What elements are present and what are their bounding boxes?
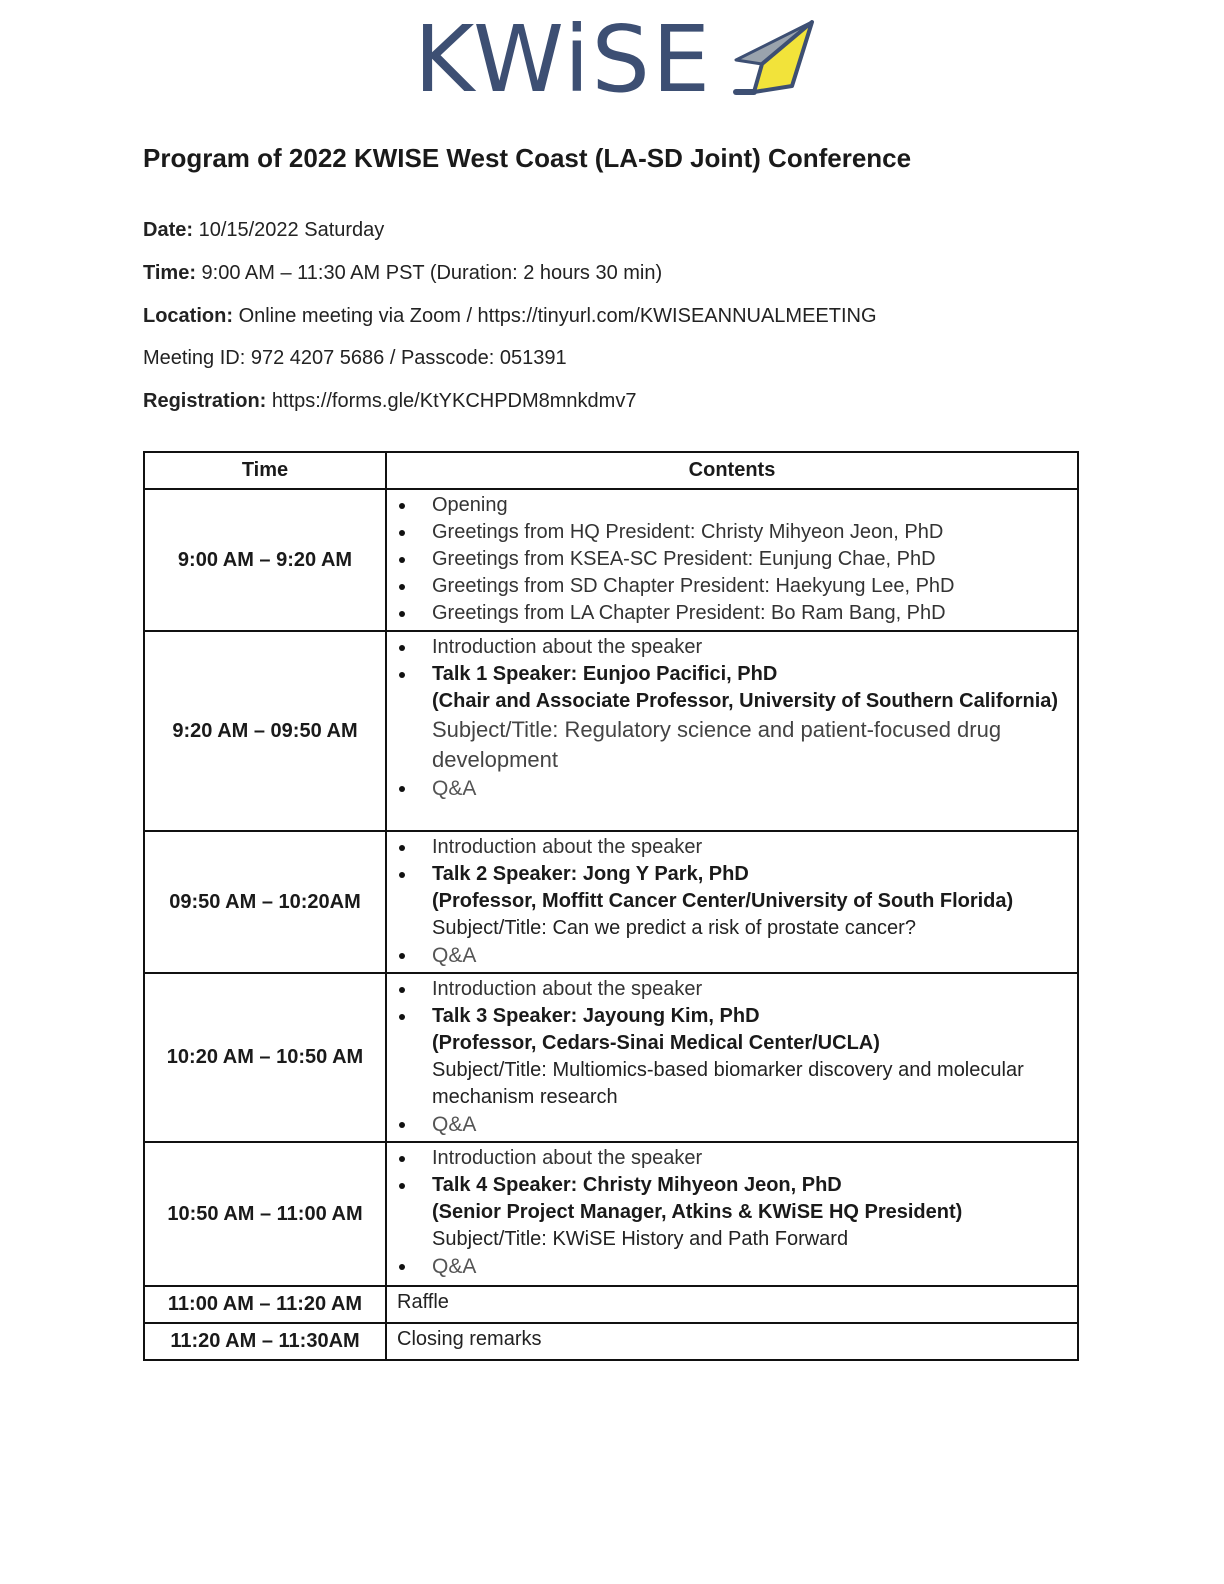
table-header-row [144, 452, 1078, 489]
list-item: Introduction about the speaker [387, 1145, 1069, 1172]
list-item: Greetings from KSEA-SC President: Eunjung Chae, PhD [387, 546, 1069, 573]
row-time: 09:50 AM – 10:20AM [144, 831, 386, 973]
registration-line [143, 390, 636, 413]
list-item [387, 942, 1069, 970]
table-row [144, 1142, 1078, 1286]
qa-label: Q&A [432, 777, 477, 800]
kwise-logo [414, 6, 816, 113]
row-time: 11:00 AM – 11:20 AM [144, 1286, 386, 1323]
location-value: Online meeting via Zoom / https://tinyurl.com/KWISEANNUALMEETING [238, 305, 877, 327]
row-time: 10:20 AM – 10:50 AM [144, 973, 386, 1142]
row-time: 11:20 AM – 11:30AM [144, 1323, 386, 1360]
time-line [143, 262, 662, 285]
list-item: Greetings from HQ President: Christy Mihyeon Jeon, PhD [387, 519, 1069, 546]
subject-label: Subject/Title: [432, 717, 559, 742]
row-contents: Closing remarks [386, 1323, 1078, 1360]
date-line [143, 219, 384, 242]
table-row [144, 1323, 1078, 1360]
row-time: 9:00 AM – 9:20 AM [144, 489, 386, 631]
program-table [143, 451, 1079, 1361]
talk-affiliation: (Senior Project Manager, Atkins & KWiSE HQ President) [432, 1201, 963, 1223]
talk-item [387, 661, 1069, 775]
time-header: Time [144, 452, 386, 489]
subject-title: Regulatory science and patient-focused drug development [432, 717, 1002, 772]
list-item [387, 1111, 1069, 1139]
talk-item [387, 1003, 1069, 1111]
qa-label: Q&A [432, 944, 477, 967]
list-item: Introduction about the speaker [387, 834, 1069, 861]
subject-title: KWiSE History and Path Forward [552, 1228, 849, 1250]
table-row [144, 1286, 1078, 1323]
time-value: 9:00 AM – 11:30 AM PST (Duration: 2 hours 30 min) [201, 262, 663, 284]
row-contents [386, 489, 1078, 631]
row-time: 10:50 AM – 11:00 AM [144, 1142, 386, 1286]
page-title: Program of 2022 KWISE West Coast (LA-SD Joint) Conference [143, 143, 912, 173]
table-row [144, 831, 1078, 973]
talk-speaker: Talk 2 Speaker: Jong Y Park, PhD [432, 863, 749, 885]
subject-label: Subject/Title: [432, 1059, 547, 1081]
row-contents: Raffle [386, 1286, 1078, 1323]
paper-plane-icon [732, 20, 816, 100]
row-contents [386, 631, 1078, 831]
talk-speaker: Talk 3 Speaker: Jayoung Kim, PhD [432, 1005, 760, 1027]
registration-link[interactable]: https://forms.gle/KtYKCHPDM8mnkdmv7 [271, 390, 637, 412]
list-item: Greetings from LA Chapter President: Bo Ram Bang, PhD [387, 600, 1069, 627]
talk-affiliation: (Professor, Cedars-Sinai Medical Center/UCLA) [432, 1032, 880, 1054]
subject-label: Subject/Title: [432, 917, 547, 939]
location-label: Location: [143, 305, 233, 327]
table-row [144, 973, 1078, 1142]
table-row [144, 631, 1078, 831]
list-item: Greetings from SD Chapter President: Haekyung Lee, PhD [387, 573, 1069, 600]
list-item [387, 775, 1069, 803]
row-contents [386, 831, 1078, 973]
talk-item [387, 1172, 1069, 1253]
talk-affiliation: (Professor, Moffitt Cancer Center/University of South Florida) [432, 890, 1014, 912]
talk-item [387, 861, 1069, 942]
location-line [143, 305, 877, 328]
subject-title: Can we predict a risk of prostate cancer? [552, 917, 916, 939]
list-item: Introduction about the speaker [387, 634, 1069, 661]
subject-label: Subject/Title: [432, 1228, 547, 1250]
contents-header: Contents [386, 452, 1078, 489]
registration-label: Registration: [143, 390, 267, 412]
subject-title: Multiomics-based biomarker discovery and molecular mechanism research [432, 1059, 1024, 1108]
talk-speaker: Talk 1 Speaker: Eunjoo Pacifici, PhD [432, 663, 778, 685]
talk-affiliation: (Chair and Associate Professor, University of Southern California) [432, 690, 1059, 712]
date-value: 10/15/2022 Saturday [198, 219, 385, 241]
list-item: Introduction about the speaker [387, 976, 1069, 1003]
qa-label: Q&A [432, 1113, 477, 1136]
list-item: Opening [387, 492, 1069, 519]
row-time: 9:20 AM – 09:50 AM [144, 631, 386, 831]
time-label: Time: [143, 262, 196, 284]
table-row [144, 489, 1078, 631]
logo-text: KWiSE [414, 6, 713, 113]
meeting-line: Meeting ID: 972 4207 5686 / Passcode: 051391 [143, 347, 567, 369]
date-label: Date: [143, 219, 194, 241]
row-contents [386, 1142, 1078, 1286]
list-item [387, 1253, 1069, 1281]
qa-label: Q&A [432, 1255, 477, 1278]
talk-speaker: Talk 4 Speaker: Christy Mihyeon Jeon, PhD [432, 1174, 842, 1196]
row-contents [386, 973, 1078, 1142]
